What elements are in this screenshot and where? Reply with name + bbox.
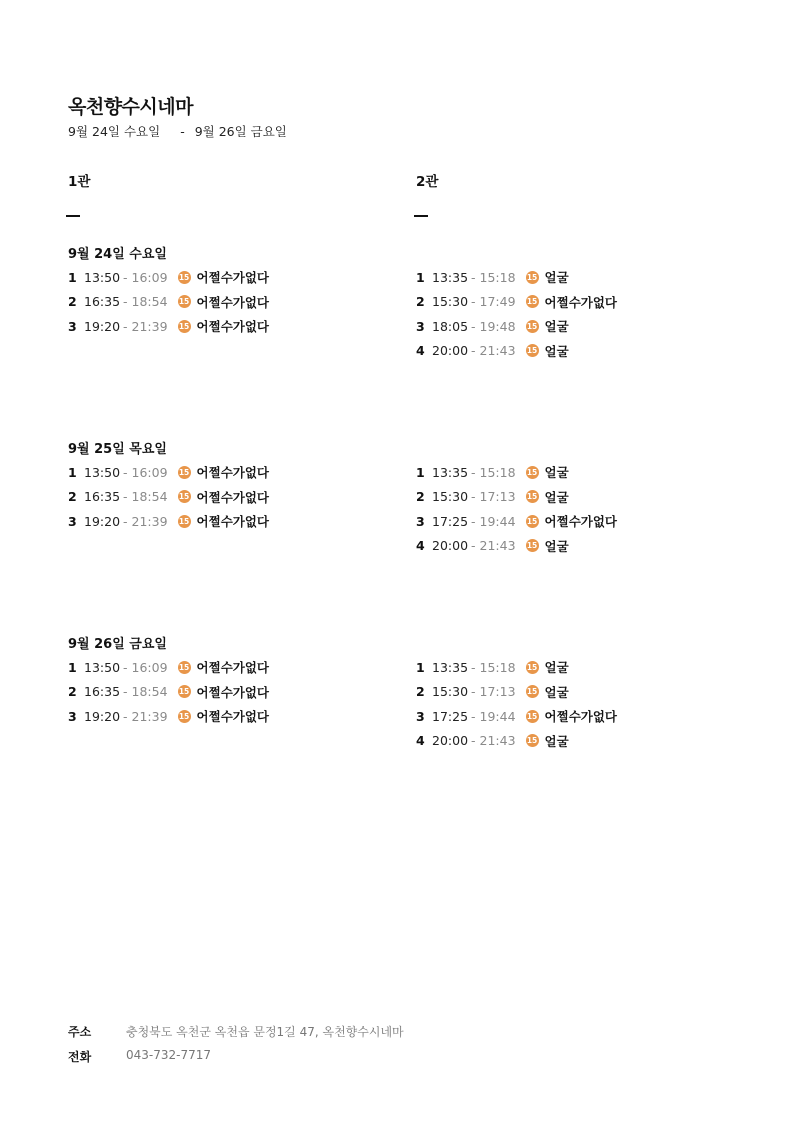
movie-title: 어쩔수가없다 <box>196 319 269 334</box>
end-time: - 21:43 <box>471 733 516 748</box>
start-time: 13:50 <box>84 269 121 285</box>
start-time: 13:35 <box>432 464 469 480</box>
day-heading: 9월 24일 수요일 <box>68 247 167 262</box>
end-time: - 19:44 <box>471 708 516 724</box>
end-time: - 18:54 <box>123 684 168 699</box>
end-time: - 16:09 <box>123 269 168 285</box>
movie-title: 얼굴 <box>544 465 569 480</box>
show-number: 1 <box>416 464 425 480</box>
show-number: 2 <box>68 294 77 309</box>
start-time: 16:35 <box>84 294 121 309</box>
end-time: - 15:18 <box>471 269 516 285</box>
end-time: - 17:49 <box>471 294 516 309</box>
age-15-rating-icon: 15 <box>178 662 190 672</box>
end-date: 9월 26일 금요일 <box>194 124 287 139</box>
movie-title: 어쩔수가없다 <box>544 514 617 529</box>
showtime-row[interactable] <box>68 487 269 507</box>
age-15-rating-icon: 15 <box>526 711 538 721</box>
movie-title: 어쩔수가없다 <box>196 684 269 700</box>
movie-title: 얼굴 <box>544 489 569 505</box>
end-time: - 15:18 <box>471 659 516 675</box>
showtime-row[interactable] <box>416 511 617 531</box>
start-time: 15:30 <box>432 294 469 309</box>
movie-title: 어쩔수가없다 <box>196 489 269 505</box>
end-time: - 18:54 <box>123 294 168 309</box>
show-number: 3 <box>416 513 425 529</box>
phone-value: 043-732-7717 <box>126 1048 212 1062</box>
age-15-rating-icon: 15 <box>178 687 190 696</box>
showtime-row[interactable] <box>416 292 617 312</box>
age-15-rating-icon: 15 <box>178 467 190 477</box>
end-time: - 17:13 <box>471 684 516 699</box>
showtime-row[interactable] <box>68 511 269 531</box>
end-time: - 16:09 <box>123 659 168 675</box>
start-time: 20:00 <box>432 538 469 553</box>
show-number: 4 <box>416 733 425 748</box>
show-number: 1 <box>68 464 77 480</box>
start-time: 16:35 <box>84 684 121 699</box>
movie-title: 어쩔수가없다 <box>544 294 617 310</box>
start-time: 13:35 <box>432 659 469 675</box>
age-15-rating-icon: 15 <box>526 467 538 477</box>
start-time: 13:35 <box>432 269 469 285</box>
hall-2-title: 2관 <box>416 174 439 190</box>
start-time: 13:50 <box>84 464 121 480</box>
showtime-row[interactable] <box>68 462 269 482</box>
age-15-rating-icon: 15 <box>526 492 538 501</box>
showtime-row[interactable] <box>416 657 569 677</box>
show-number: 3 <box>68 318 77 334</box>
end-time: - 16:09 <box>123 464 168 480</box>
movie-title: 어쩔수가없다 <box>544 709 617 724</box>
show-number: 2 <box>416 684 425 699</box>
showtime-row[interactable] <box>416 316 569 336</box>
showtime-row[interactable] <box>68 267 269 287</box>
show-number: 1 <box>68 269 77 285</box>
movie-title: 어쩔수가없다 <box>196 294 269 310</box>
date-separator: - <box>180 124 185 139</box>
start-time: 13:50 <box>84 659 121 675</box>
age-15-rating-icon: 15 <box>526 662 538 672</box>
showtime-row[interactable] <box>68 316 269 336</box>
age-15-rating-icon: 15 <box>178 492 190 501</box>
show-number: 1 <box>416 659 425 675</box>
showtime-row[interactable] <box>68 706 269 726</box>
showtime-row[interactable] <box>416 731 569 751</box>
age-15-rating-icon: 15 <box>178 516 190 526</box>
show-number: 1 <box>416 269 425 285</box>
show-number: 1 <box>68 659 77 675</box>
hall-1-title: 1관 <box>68 174 91 190</box>
start-time: 16:35 <box>84 489 121 504</box>
end-time: - 18:54 <box>123 489 168 504</box>
start-time: 15:30 <box>432 684 469 699</box>
hall-1-divider <box>66 215 80 217</box>
showtime-row[interactable] <box>68 292 269 312</box>
date-range <box>68 122 287 140</box>
show-number: 3 <box>68 513 77 529</box>
movie-title: 얼굴 <box>544 538 569 554</box>
age-15-rating-icon: 15 <box>526 272 538 282</box>
age-15-rating-icon: 15 <box>526 736 538 745</box>
age-15-rating-icon: 15 <box>178 297 190 306</box>
showtime-row[interactable] <box>416 536 569 556</box>
movie-title: 얼굴 <box>544 270 569 285</box>
end-time: - 19:48 <box>471 318 516 334</box>
show-number: 3 <box>68 708 77 724</box>
end-time: - 21:43 <box>471 343 516 358</box>
start-time: 20:00 <box>432 733 469 748</box>
start-time: 17:25 <box>432 513 469 529</box>
show-number: 3 <box>416 318 425 334</box>
hall-2-divider <box>414 215 428 217</box>
end-time: - 19:44 <box>471 513 516 529</box>
movie-title: 어쩔수가없다 <box>196 660 269 675</box>
age-15-rating-icon: 15 <box>526 297 538 306</box>
age-15-rating-icon: 15 <box>526 541 538 550</box>
showtime-row[interactable] <box>68 682 269 702</box>
start-time: 19:20 <box>84 708 121 724</box>
end-time: - 17:13 <box>471 489 516 504</box>
start-time: 19:20 <box>84 318 121 334</box>
showtime-row[interactable] <box>416 267 569 287</box>
address-value: 충청북도 옥천군 옥천읍 문정1길 47, 옥천향수시네마 <box>126 1025 404 1039</box>
end-time: - 15:18 <box>471 464 516 480</box>
age-15-rating-icon: 15 <box>526 346 538 355</box>
phone-label: 전화 <box>68 1050 92 1064</box>
age-15-rating-icon: 15 <box>526 321 538 331</box>
age-15-rating-icon: 15 <box>526 687 538 696</box>
age-15-rating-icon: 15 <box>526 516 538 526</box>
start-time: 19:20 <box>84 513 121 529</box>
start-date: 9월 24일 수요일 <box>68 124 161 139</box>
show-number: 4 <box>416 538 425 553</box>
end-time: - 21:39 <box>123 513 168 529</box>
movie-title: 얼굴 <box>544 319 569 334</box>
showtime-row[interactable] <box>416 341 569 361</box>
start-time: 17:25 <box>432 708 469 724</box>
address-label: 주소 <box>68 1025 92 1039</box>
movie-title: 얼굴 <box>544 343 569 359</box>
age-15-rating-icon: 15 <box>178 711 190 721</box>
show-number: 2 <box>416 294 425 309</box>
show-number: 2 <box>68 684 77 699</box>
end-time: - 21:39 <box>123 318 168 334</box>
showtime-row[interactable] <box>416 487 569 507</box>
showtime-row[interactable] <box>68 657 269 677</box>
start-time: 18:05 <box>432 318 469 334</box>
movie-title: 어쩔수가없다 <box>196 709 269 724</box>
start-time: 20:00 <box>432 343 469 358</box>
start-time: 15:30 <box>432 489 469 504</box>
end-time: - 21:43 <box>471 538 516 553</box>
end-time: - 21:39 <box>123 708 168 724</box>
day-heading: 9월 25일 목요일 <box>68 442 167 457</box>
movie-title: 얼굴 <box>544 660 569 675</box>
show-number: 2 <box>416 489 425 504</box>
show-number: 3 <box>416 708 425 724</box>
movie-title: 어쩔수가없다 <box>196 270 269 285</box>
page-title: 옥천향수시네마 <box>68 96 193 118</box>
movie-title: 얼굴 <box>544 733 569 749</box>
showtime-row[interactable] <box>416 706 617 726</box>
age-15-rating-icon: 15 <box>178 321 190 331</box>
showtime-row[interactable] <box>416 682 569 702</box>
show-number: 2 <box>68 489 77 504</box>
age-15-rating-icon: 15 <box>178 272 190 282</box>
day-heading: 9월 26일 금요일 <box>68 637 167 652</box>
showtime-row[interactable] <box>416 462 569 482</box>
movie-title: 어쩔수가없다 <box>196 514 269 529</box>
movie-title: 얼굴 <box>544 684 569 700</box>
show-number: 4 <box>416 343 425 358</box>
movie-title: 어쩔수가없다 <box>196 465 269 480</box>
